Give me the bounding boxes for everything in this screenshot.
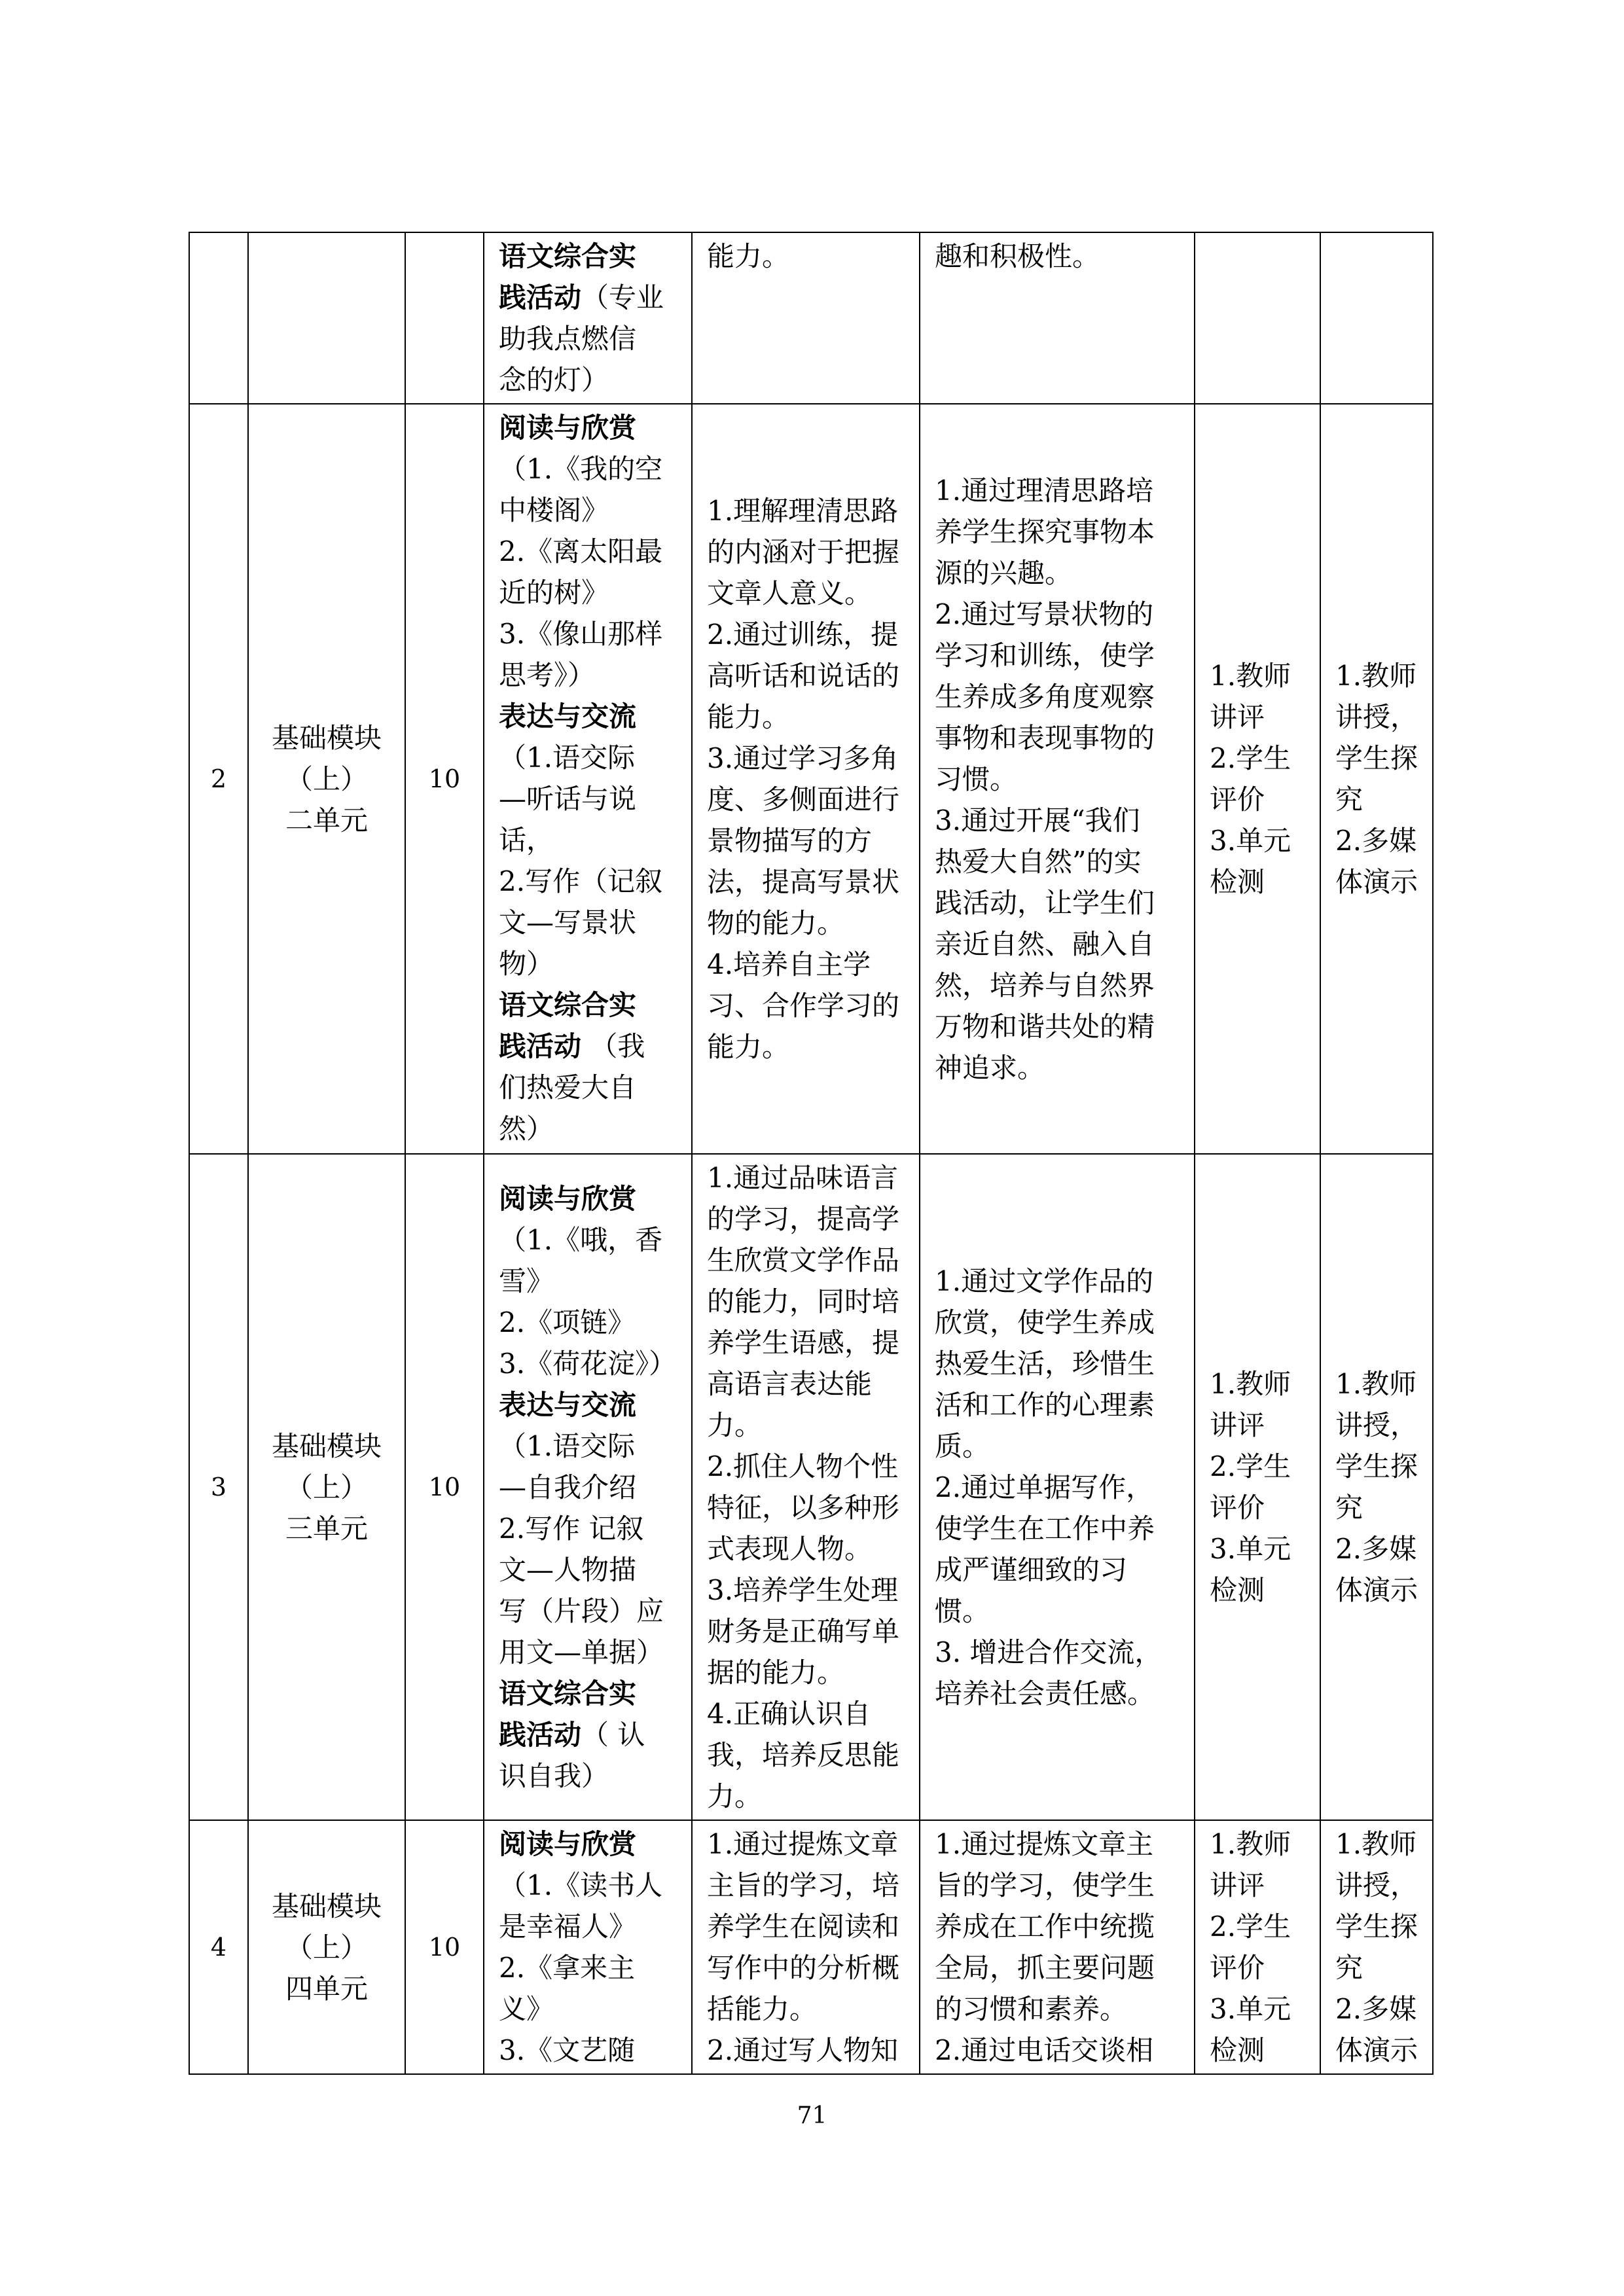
cell-line: 据的能力。 [707,1657,845,1689]
goals-cell [692,404,920,1154]
cell-line: 2.多媒 [1335,1533,1417,1565]
cell-line: 文—写景状 [499,906,637,939]
cell-line: 3.《像山那样 [499,618,663,650]
cell-line: 2.抓住人物个性 [707,1450,899,1482]
content-cell [484,1154,692,1820]
table-row [189,404,1433,1154]
cell-line: （上） [285,1471,368,1503]
cell-line: 景物描写的方 [707,825,873,857]
cell-line: 表达与交流 [499,1388,637,1421]
cell-line: 阅读与欣赏 [499,1828,637,1860]
cell-line: 学生探 [1335,742,1418,774]
cell-line: 物的能力。 [707,907,845,939]
cell-line: 物） [499,948,554,980]
row-number-cell: 3 [189,1154,248,1820]
cell-line: 学生探 [1335,1910,1418,1943]
cell-line: 神追求。 [935,1051,1045,1084]
hours-cell: 10 [405,1820,484,2074]
table-row [189,1154,1433,1820]
cell-line: 3.单元 [1210,1993,1291,2025]
cell-line: 2.学生 [1210,1910,1291,1943]
cell-line: 评价 [1210,783,1265,816]
cell-line: 2.多媒 [1335,825,1417,857]
cell-line: 然，培养与自然界 [935,969,1155,1001]
cell-line: 讲授， [1335,1409,1418,1441]
cell-line: 式表现人物。 [707,1533,873,1565]
cell-line: 法，提高写景状 [707,866,900,898]
cell-line: 究 [1335,783,1363,816]
cell-line: 4.培养自主学 [707,948,871,980]
cell-line: 2.《拿来主 [499,1952,636,1984]
quality-cell [920,404,1195,1154]
cell-line: 能力。 [707,240,790,272]
cell-line: 2.通过训练，提 [707,619,899,651]
cell-line: （1.《哦，香 [499,1223,663,1256]
cell-line: 3. 增进合作交流， [935,1636,1163,1668]
cell-line: 用文—单据） [499,1636,664,1668]
module-cell [248,1820,405,2074]
cell-line: 讲授， [1335,701,1418,733]
cell-line: 思考》） [499,659,596,691]
cell-line: 近的树》 [499,577,609,609]
cell-line: （1.《我的空 [499,453,663,485]
cell-line: （1.《读书人 [499,1869,663,1901]
cell-line: 表达与交流 [499,700,637,732]
cell-line: 质。 [935,1429,990,1462]
cell-line: 养成在工作中统揽 [935,1910,1155,1943]
table-row [189,232,1433,404]
cell-line: 三单元 [285,1512,368,1545]
cell-line: 2.写作 记叙 [499,1512,644,1545]
cell-line: 特征，以多种形 [707,1492,900,1524]
cell-line: 惯。 [935,1594,990,1627]
page-number: 71 [797,2102,827,2129]
cell-line: 检测 [1210,866,1265,898]
cell-line: 2.《离太阳最 [499,535,663,567]
cell-line: 1.通过品味语言 [707,1162,899,1194]
eval-cell [1195,1154,1320,1820]
cell-line: 体演示 [1335,866,1418,898]
cell-line: 源的兴趣。 [935,556,1073,589]
cell-line: 全局，抓主要问题 [935,1952,1155,1984]
cell-line: 践活动 （我 [499,1030,645,1062]
cell-line: 习惯。 [935,762,1018,795]
method-cell [1320,232,1433,404]
table-body [189,232,1433,2074]
cell-line: 热爱大自然”的实 [935,845,1142,878]
cell-line: 是幸福人》 [499,1910,637,1943]
content-cell [484,1820,692,2074]
cell-line: 3.《荷花淀》） [499,1347,677,1380]
cell-line: 践活动（专业 [499,281,664,314]
cell-line: 2.通过单据写作， [935,1471,1154,1503]
goals-cell [692,1154,920,1820]
cell-line: 趣和积极性。 [935,240,1100,272]
cell-line: 雪》 [499,1265,554,1297]
cell-line: 2.多媒 [1335,1993,1417,2025]
cell-line: 主旨的学习，培 [707,1869,900,1901]
cell-line: 体演示 [1335,2034,1418,2066]
cell-line: 热爱生活，珍惜生 [935,1347,1155,1380]
cell-line: 成严谨细致的习 [935,1553,1128,1586]
cell-line: 语文综合实 [499,989,637,1021]
module-cell [248,1154,405,1820]
cell-line: 中楼阁》 [499,494,609,526]
cell-line: 3.培养学生处理 [707,1574,899,1606]
course-plan-table [189,232,1434,2075]
cell-line: 然） [499,1113,554,1145]
row-number-cell: 4 [189,1820,248,2074]
cell-line: 欣赏，使学生养成 [935,1306,1155,1338]
method-cell [1320,1820,1433,2074]
hours-cell [405,232,484,404]
cell-line: —自我介绍 [499,1471,637,1503]
cell-line: 培养社会责任感。 [935,1677,1155,1710]
method-cell [1320,404,1433,1154]
cell-line: 践活动，让学生们 [935,886,1155,919]
cell-line: 阅读与欣赏 [499,412,637,444]
quality-cell [920,1154,1195,1820]
cell-line: （上） [285,1931,368,1964]
cell-line: 旨的学习，使学生 [935,1869,1155,1901]
cell-line: 1.教师 [1335,1828,1417,1860]
cell-line: 1.教师 [1210,660,1291,692]
cell-line: 高语言表达能 [707,1368,873,1400]
cell-line: 四单元 [285,1972,368,2005]
goals-cell [692,232,920,404]
cell-line: 3.单元 [1210,825,1291,857]
cell-line: 1.通过提炼文章主 [935,1828,1154,1860]
cell-line: 财务是正确写单 [707,1615,900,1647]
cell-line: 2.通过写人物知 [707,2034,899,2066]
cell-line: 3.通过开展“我们 [935,804,1140,836]
content-cell [484,232,692,404]
cell-line: 养学生在阅读和 [707,1910,900,1943]
quality-cell [920,232,1195,404]
cell-line: 3.《文艺随 [499,2034,636,2066]
cell-line: 生养成多角度观察 [935,680,1155,713]
cell-line: 2.《项链》 [499,1306,636,1338]
cell-line: 1.教师 [1335,1368,1417,1400]
cell-line: （1.语交际 [499,742,636,774]
cell-line: —听话与说 [499,783,637,815]
cell-line: 1.教师 [1335,660,1417,692]
cell-line: 基础模块 [271,1890,382,1922]
hours-cell: 10 [405,1154,484,1820]
cell-line: 评价 [1210,1952,1265,1984]
eval-cell [1195,1820,1320,2074]
cell-line: 1.教师 [1210,1368,1291,1400]
cell-line: （上） [285,762,368,795]
content-cell [484,404,692,1154]
cell-line: 1.通过提炼文章 [707,1828,899,1860]
cell-line: 基础模块 [271,721,382,754]
cell-line: 识自我） [499,1759,609,1792]
cell-line: 讲评 [1210,701,1265,733]
cell-line: 括能力。 [707,1993,818,2025]
cell-line: 力。 [707,1780,763,1812]
cell-line: 亲近自然、融入自 [935,927,1155,960]
goals-cell [692,1820,920,2074]
hours-cell: 10 [405,404,484,1154]
cell-line: 事物和表现事物的 [935,721,1155,754]
quality-cell [920,1820,1195,2074]
cell-line: 二单元 [285,804,368,836]
cell-line: 语文综合实 [499,1677,637,1710]
cell-line: 的学习，提高学 [707,1203,900,1235]
cell-line: 们热爱大自 [499,1071,637,1103]
module-cell [248,232,405,404]
method-cell [1320,1154,1433,1820]
cell-line: 高听话和说话的 [707,660,900,692]
cell-line: 文章人意义。 [707,577,873,609]
cell-line: 助我点燃信 [499,323,637,355]
cell-line: 的习惯和素养。 [935,1993,1128,2025]
cell-line: 2.学生 [1210,1450,1291,1482]
cell-line: 2.通过写景状物的 [935,598,1154,630]
row-number-cell: 2 [189,404,248,1154]
cell-line: 语文综合实 [499,240,637,272]
cell-line: 使学生在工作中养 [935,1512,1155,1545]
cell-line: 讲评 [1210,1409,1265,1441]
cell-line: （1.语交际 [499,1429,636,1462]
cell-line: 阅读与欣赏 [499,1182,637,1215]
cell-line: 我，培养反思能 [707,1739,900,1771]
cell-line: 习、合作学习的 [707,990,900,1022]
cell-line: 体演示 [1335,1574,1418,1606]
cell-line: 检测 [1210,2034,1265,2066]
cell-line: 讲评 [1210,1869,1265,1901]
cell-line: 文—人物描 [499,1553,637,1586]
cell-line: 学习和训练，使学 [935,639,1155,672]
cell-line: 生欣赏文学作品 [707,1244,900,1276]
cell-line: 3.单元 [1210,1533,1291,1565]
cell-line: 践活动（ 认 [499,1718,645,1751]
table-row [189,1820,1433,2074]
cell-line: 度、多侧面进行 [707,783,900,816]
eval-cell [1195,232,1320,404]
cell-line: 2.学生 [1210,742,1291,774]
cell-line: 基础模块 [271,1429,382,1462]
cell-line: 1.通过文学作品的 [935,1265,1154,1297]
cell-line: 义》 [499,1993,554,2025]
eval-cell [1195,404,1320,1154]
cell-line: 活和工作的心理素 [935,1388,1155,1421]
cell-line: 1.教师 [1210,1828,1291,1860]
cell-line: 养学生探究事物本 [935,515,1155,548]
cell-line: 评价 [1210,1492,1265,1524]
cell-line: 究 [1335,1492,1363,1524]
cell-line: 学生探 [1335,1450,1418,1482]
cell-line: 能力。 [707,701,790,733]
cell-line: 的内涵对于把握 [707,536,900,568]
cell-line: 的能力，同时培 [707,1285,900,1318]
cell-line: 万物和谐共处的精 [935,1010,1155,1043]
cell-line: 写作中的分析概 [707,1952,900,1984]
cell-line: 1.通过理清思路培 [935,474,1154,507]
cell-line: 养学生语感，提 [707,1327,900,1359]
cell-line: 检测 [1210,1574,1265,1606]
cell-line: 究 [1335,1952,1363,1984]
cell-line: 4.正确认识自 [707,1698,871,1730]
cell-line: 力。 [707,1409,763,1441]
row-number-cell [189,232,248,404]
cell-line: 1.理解理清思路 [707,495,899,527]
cell-line: 2.写作（记叙 [499,865,663,897]
cell-line: 念的灯） [499,364,609,396]
cell-line: 写（片段）应 [499,1594,664,1627]
module-cell [248,404,405,1154]
cell-line: 能力。 [707,1031,790,1063]
cell-line: 3.通过学习多角 [707,742,899,774]
cell-line: 话， [499,824,554,856]
cell-line: 2.通过电话交谈相 [935,2034,1154,2066]
cell-line: 讲授， [1335,1869,1418,1901]
